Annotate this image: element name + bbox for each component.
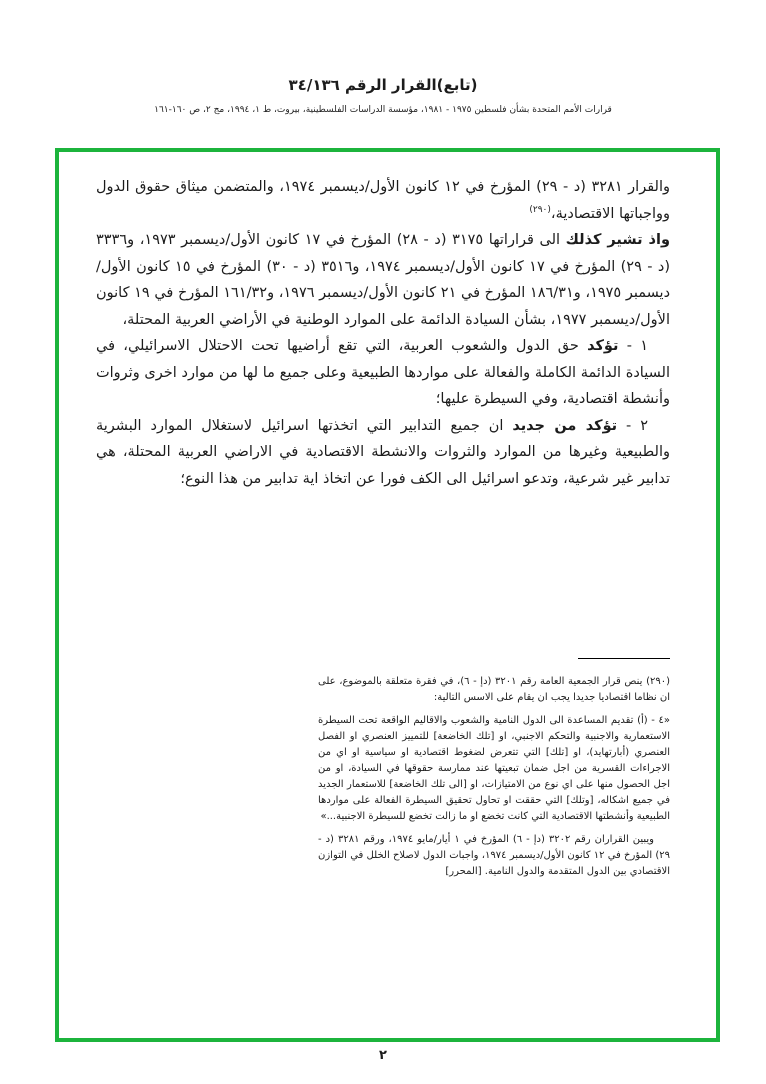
paragraph-number: ١ - [618,338,649,354]
document-source-line: قرارات الأمم المتحدة بشأن فلسطين ١٩٧٥ - ١٩٨١، مؤسسة الدراسات الفلسطينية، بيروت، ط ١، ١٩٩٤، مج ٢، ص ١٦٠-١٦١ [154,105,612,115]
body-paragraph-1 [96,174,670,227]
page-header [0,76,766,115]
page-number: ٢ [379,1048,387,1063]
resolution-body [96,174,670,492]
footnotes-block [318,674,670,880]
paragraph-lead-phrase: واذ تشير كذلك [565,232,670,248]
footnote-290-quotation: «٤ - (أ) تقديم المساعدة الى الدول النامية والشعوب والاقاليم الواقعة تحت السيطرة الاستعمارية والاجنبية والتحكم الاجنبي، او [تلك الخاضعة] للتمييز العنصري او الفصل العنصري (أبارتهايد)، او [تلك] التي تتعرض لضغوط اقتصادية او سياسية او اي من الاجراءات القسرية من اجل ضمان تبعيتها عند ممارسة حقوقها في السيادة، او من اجل الحصول منها على اي نوع من الامتيازات، او [الى تلك الخاضعة] للاستعمار الجديد في جميع اشكاله، [وتلك] التي حققت او تحاول تحقيق السيطرة الفعالة على مواردها الطبيعية وأنشطتها الاقتصادية التي كانت تخضع او ما زالت تخضع للسيطرة الاجنبية...» [318,715,670,822]
footnote-290-editor-note: ويبين القراران رقم ٣٢٠٢ (دإ - ٦) المؤرخ في ١ أيار/مايو ١٩٧٤، ورقم ٣٢٨١ (د - ٢٩) المؤرخ في ١٢ كانون الأول/ديسمبر ١٩٧٤، واجبات الدول لاصلاح الخلل في التوازن الاقتصادي بين الدول المتقدمة والدول النامية. [المحرر] [318,834,670,877]
paragraph-text: ان جميع التدابير التي اتخذتها اسرائيل لاستغلال الموارد البشرية والطبيعية وغيرها من الموارد والثروات والانشطة الاقتصادية في الاراضي العربية المحتلة، هي تدابير غير شرعية، وتدعو اسرائيل الى الكف فورا عن اتخاذ اية تدابير من هذا النوع؛ [96,417,670,487]
paragraph-text: حق الدول والشعوب العربية، التي تقع أراضيها تحت الاحتلال الاسرائيلي، في السيادة الدائمة الكاملة والفعالة على مواردها الطبيعية وعلى جميع ما لها من موارد اخرى وثروات وأنشطة اقتصادية، وفي السيطرة عليها؛ [96,338,670,407]
footnote-separator [578,658,670,659]
body-paragraph-2 [96,227,670,333]
paragraph-text: والقرار ٣٢٨١ (د - ٢٩) المؤرخ في ١٢ كانون الأول/ديسمبر ١٩٧٤، والمتضمن ميثاق حقوق الدول وواجباتها الاقتصادية، [96,179,670,222]
footnote-reference-290: (٢٩٠) [529,204,551,215]
body-paragraph-3 [96,333,670,413]
paragraph-lead-phrase: تؤكد من جديد [512,417,618,434]
document-title: (تابع)القرار الرقم ٣٤/١٣٦ [288,76,478,94]
footnote-290-intro: (٢٩٠) ينص قرار الجمعية العامة رقم ٣٢٠١ (دإ - ٦)، في فقرة متعلقة بالموضوع، على ان نظاما اقتصاديا جديدا يجب ان يقام على الاسس التالية: [318,676,671,703]
paragraph-lead-phrase: تؤكد [587,338,619,354]
body-paragraph-4 [96,413,670,493]
content-frame [55,148,720,1042]
paragraph-text: الى قراراتها ٣١٧٥ (د - ٢٨) المؤرخ في ١٧ كانون الأول/ديسمبر ١٩٧٣، و٣٣٣٦ (د - ٢٩) المؤرخ في ١٧ كانون الأول/ديسمبر ١٩٧٤، و٣٥١٦ (د - ٣٠) المؤرخ في ١٥ كانون الأول/ديسمبر ١٩٧٥، و١٨٦/٣١ المؤرخ في ٢١ كانون الأول/ديسمبر ١٩٧٦، و١٦١/٣٢ المؤرخ في ١٩ كانون الأول/ديسمبر ١٩٧٧، بشأن السيادة الدائمة على الموارد الوطنية في الأراضي العربية المحتلة، [96,232,671,328]
paragraph-number: ٢ - [617,417,648,434]
